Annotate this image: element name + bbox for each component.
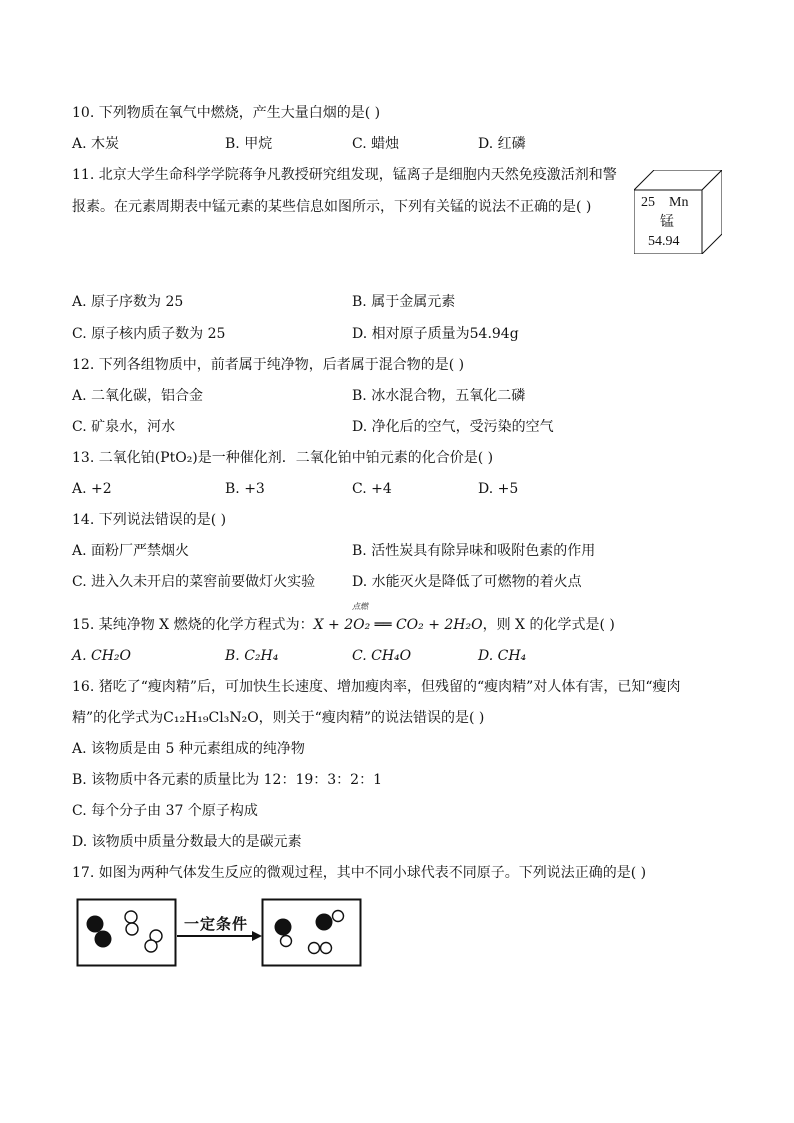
- q12-option-d[interactable]: D. 净化后的空气，受污染的空气: [352, 419, 554, 435]
- white-atom: [145, 940, 157, 952]
- q11-stem-line1: 11. 北京大学生命科学学院蒋争凡教授研究组发现，锰离子是细胞内天然免疫激活剂和警: [72, 167, 617, 183]
- element-atomic-number: 25: [641, 195, 655, 210]
- q13-stem: 13. 二氧化铂(PtO₂)是一种催化剂．二氧化铂中铂元素的化合价是( ): [72, 450, 494, 466]
- q13-option-d[interactable]: D. +5: [478, 481, 519, 497]
- white-atom: [125, 911, 137, 923]
- q16-option-c[interactable]: C. 每个分子由 37 个原子构成: [72, 803, 258, 819]
- element-symbol: Mn: [669, 195, 689, 210]
- q10-option-c[interactable]: C. 蜡烛: [352, 136, 400, 152]
- q17-stem: 17. 如图为两种气体发生反应的微观过程，其中不同小球代表不同原子。下列说法正确的是( ): [72, 865, 647, 881]
- q15-option-a[interactable]: A. CH₂O: [72, 648, 132, 664]
- reaction-condition-label: 一定条件: [184, 915, 249, 933]
- white-atom: [333, 911, 344, 922]
- q13-option-a[interactable]: A. +2: [72, 481, 112, 497]
- q16-option-a[interactable]: A. 该物质是由 5 种元素组成的纯净物: [72, 741, 305, 757]
- q11-option-b[interactable]: B. 属于金属元素: [352, 294, 456, 310]
- q14-option-b[interactable]: B. 活性炭具有除异味和吸附色素的作用: [352, 543, 596, 559]
- q15-option-d[interactable]: D. CH₄: [478, 648, 527, 664]
- q15-option-c[interactable]: C. CH₄O: [352, 648, 412, 664]
- element-name: 锰: [660, 215, 674, 230]
- q15-option-b[interactable]: B. C₂H₄: [225, 648, 279, 664]
- black-atom: [95, 931, 112, 948]
- q16-stem-line1: 16. 猪吃了“瘦肉精”后，可加快生长速度、增加瘦肉率，但残留的“瘦肉精”对人体有害，已知“瘦肉: [72, 679, 681, 695]
- q15-stem: [72, 616, 615, 634]
- q15-reaction-condition: 点燃: [352, 602, 368, 611]
- q10-option-d[interactable]: D. 红磷: [478, 136, 526, 152]
- arrow-head: [252, 931, 262, 941]
- q16-option-d[interactable]: D. 该物质中质量分数最大的是碳元素: [72, 834, 302, 850]
- q15-equation: X + 2O₂ ══ CO₂ + 2H₂O: [313, 617, 483, 633]
- q16-stem-line2: 精”的化学式为C₁₂H₁₉Cl₃N₂O，则关于“瘦肉精”的说法错误的是( ): [72, 710, 485, 726]
- element-atomic-mass: 54.94: [648, 234, 680, 249]
- q15-stem-pre: 15. 某纯净物 X 燃烧的化学方程式为：: [72, 617, 314, 633]
- q10-option-b[interactable]: B. 甲烷: [225, 136, 273, 152]
- q14-stem: 14. 下列说法错误的是( ): [72, 512, 227, 528]
- q10-stem: 10. 下列物质在氧气中燃烧，产生大量白烟的是( ): [72, 105, 381, 121]
- element-card-manganese: [634, 170, 722, 254]
- q13-option-b[interactable]: B. +3: [225, 481, 265, 497]
- q15-stem-post: ，则 X 的化学式是( ): [482, 617, 615, 633]
- black-atom: [87, 916, 104, 933]
- white-atom: [281, 936, 292, 947]
- q16-option-b[interactable]: B. 该物质中各元素的质量比为 12：19：3：2：1: [72, 772, 382, 788]
- q14-option-a[interactable]: A. 面粉厂严禁烟火: [72, 543, 190, 559]
- q11-option-c[interactable]: C. 原子核内质子数为 25: [72, 326, 226, 342]
- q12-stem: 12. 下列各组物质中，前者属于纯净物，后者属于混合物的是( ): [72, 357, 465, 373]
- white-atom: [321, 943, 332, 954]
- q12-option-c[interactable]: C. 矿泉水，河水: [72, 419, 176, 435]
- q11-option-a[interactable]: A. 原子序数为 25: [72, 294, 184, 310]
- q14-option-d[interactable]: D. 水能灭火是降低了可燃物的着火点: [352, 574, 582, 590]
- q13-option-c[interactable]: C. +4: [352, 481, 392, 497]
- q10-option-a[interactable]: A. 木炭: [72, 136, 120, 152]
- q12-option-b[interactable]: B. 冰水混合物，五氧化二磷: [352, 388, 526, 404]
- q11-stem-line2: 报素。在元素周期表中锰元素的某些信息如图所示，下列有关锰的说法不正确的是( ): [72, 199, 592, 215]
- q14-option-c[interactable]: C. 进入久未开启的菜窖前要做灯火实验: [72, 574, 316, 590]
- q11-option-d[interactable]: D. 相对原子质量为54.94g: [352, 326, 519, 342]
- q12-option-a[interactable]: A. 二氧化碳，铝合金: [72, 388, 204, 404]
- black-atom: [316, 914, 333, 931]
- white-atom: [309, 943, 320, 954]
- black-atom: [275, 919, 292, 936]
- white-atom: [126, 923, 138, 935]
